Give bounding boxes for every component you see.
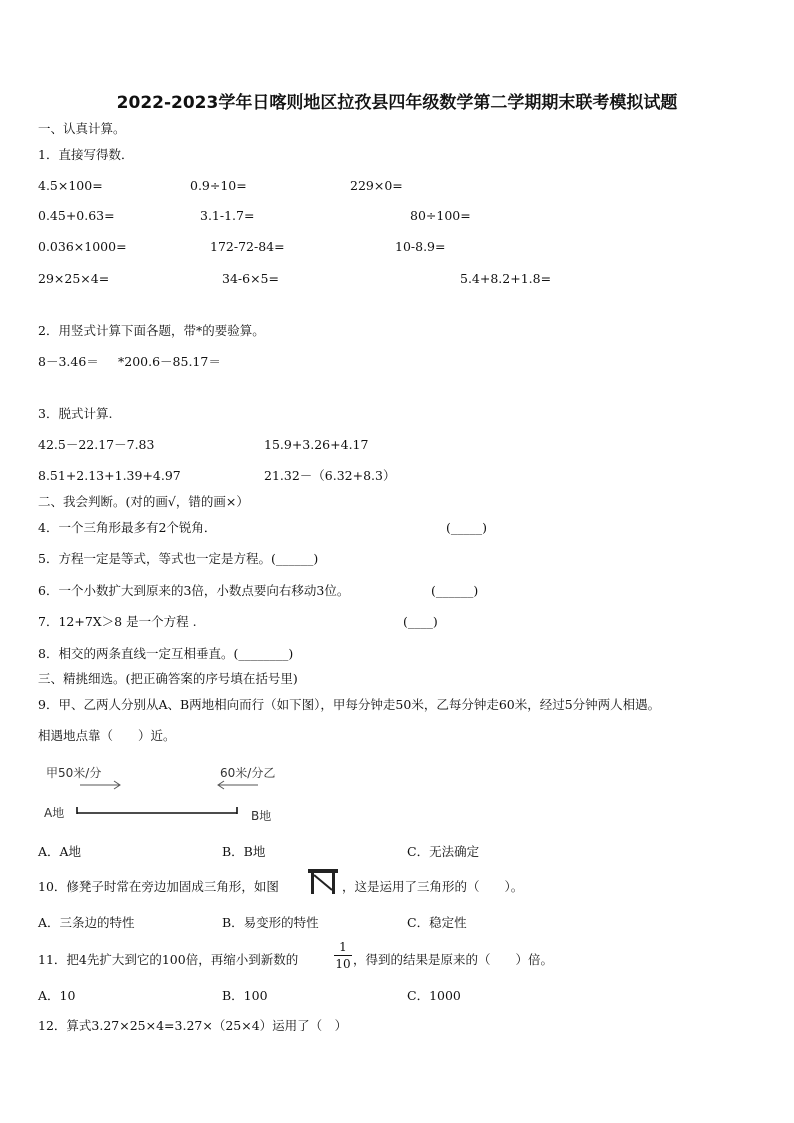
q3-item: 8.51+2.13+1.39+4.97 [38, 468, 181, 483]
question-7: 7．12+7X＞8 是一个方程 . [38, 614, 197, 629]
yi-arrow [218, 781, 258, 789]
question-4: 4．一个三角形最多有2个锐角． [38, 520, 217, 535]
fraction-denominator: 10 [335, 957, 351, 971]
q1-item: 3.1-1.7= [200, 208, 255, 223]
q1-item: 4.5×100= [38, 178, 103, 193]
q9-option-c: C．无法确定 [407, 844, 480, 859]
fraction-one-tenth [334, 940, 352, 971]
question-5: 5．方程一定是等式，等式也一定是方程。(______) [38, 551, 319, 566]
q6-answer-blank: (______) [431, 583, 479, 598]
question-9: 9．甲、乙两人分别从A、B两地相向而行（如下图），甲每分钟走50米，乙每分钟走60米，经过5分钟两人相遇。 [38, 697, 661, 712]
q2-item: 8－3.46＝ [38, 354, 99, 369]
q10-option-b: B．易变形的特性 [222, 915, 319, 930]
fraction-numerator: 1 [339, 940, 347, 954]
q3-item: 21.32－（6.32+8.3） [264, 468, 396, 483]
question-10-continued: ，这是运用了三角形的（ ）。 [342, 879, 524, 894]
q7-answer-blank: (____) [403, 614, 438, 629]
q1-item: 0.9÷10= [190, 178, 247, 193]
q1-item: 0.036×1000= [38, 239, 127, 254]
point-a-label: A地 [44, 806, 65, 820]
section-1-heading: 一、认真计算。 [38, 121, 126, 136]
question-8: 8．相交的两条直线一定互相垂直。(________) [38, 646, 294, 661]
q1-item: 34-6×5= [222, 271, 279, 286]
q1-item: 0.45+0.63= [38, 208, 115, 223]
yi-speed-label: 60米/分乙 [220, 766, 276, 780]
stool-icon [306, 866, 340, 896]
q1-item: 172-72-84= [210, 239, 285, 254]
q9-option-b: B．B地 [222, 844, 266, 859]
q11-option-a: A．10 [38, 988, 76, 1003]
q10-option-c: C．稳定性 [407, 915, 467, 930]
question-1: 1．直接写得数． [38, 147, 134, 162]
q11-option-c: C．1000 [407, 988, 461, 1003]
q1-item: 5.4+8.2+1.8= [460, 271, 552, 286]
q9-option-a: A．A地 [38, 844, 82, 859]
jia-speed-label: 甲50米/分 [46, 766, 102, 780]
q9-route-diagram [40, 780, 280, 820]
q4-answer-blank: (_____) [446, 520, 488, 535]
question-2: 2．用竖式计算下面各题，带*的要验算。 [38, 323, 265, 338]
q2-item: *200.6－85.17＝ [118, 354, 221, 369]
question-10: 10．修凳子时常在旁边加固成三角形，如图 [38, 879, 279, 894]
q3-item: 42.5－22.17－7.83 [38, 437, 155, 452]
section-3-heading: 三、精挑细选。(把正确答案的序号填在括号里) [38, 671, 298, 686]
q1-item: 29×25×4= [38, 271, 110, 286]
q11-option-b: B．100 [222, 988, 268, 1003]
page-title: 2022-2023学年日喀则地区拉孜县四年级数学第二学期期末联考模拟试题 [116, 93, 678, 113]
q1-item: 80÷100= [410, 208, 471, 223]
question-11: 11．把4先扩大到它的100倍，再缩小到新数的 [38, 952, 299, 967]
question-9-continued: 相遇地点靠（ ）近。 [38, 728, 176, 743]
q1-item: 229×0= [350, 178, 403, 193]
q10-option-a: A．三条边的特性 [38, 915, 135, 930]
ab-segment [77, 807, 237, 814]
point-b-label: B地 [251, 809, 272, 823]
q1-item: 10-8.9= [395, 239, 446, 254]
question-3: 3．脱式计算. [38, 406, 113, 421]
section-2-heading: 二、我会判断。(对的画√，错的画×） [38, 494, 249, 509]
q3-item: 15.9+3.26+4.17 [264, 437, 369, 452]
question-12: 12．算式3.27×25×4=3.27×（25×4）运用了（ ） [38, 1018, 348, 1033]
fraction-bar [334, 955, 352, 956]
question-6: 6．一个小数扩大到原来的3倍，小数点要向右移动3位。 [38, 583, 350, 598]
question-11-continued: ，得到的结果是原来的（ ）倍。 [353, 952, 554, 967]
jia-arrow [80, 781, 120, 789]
